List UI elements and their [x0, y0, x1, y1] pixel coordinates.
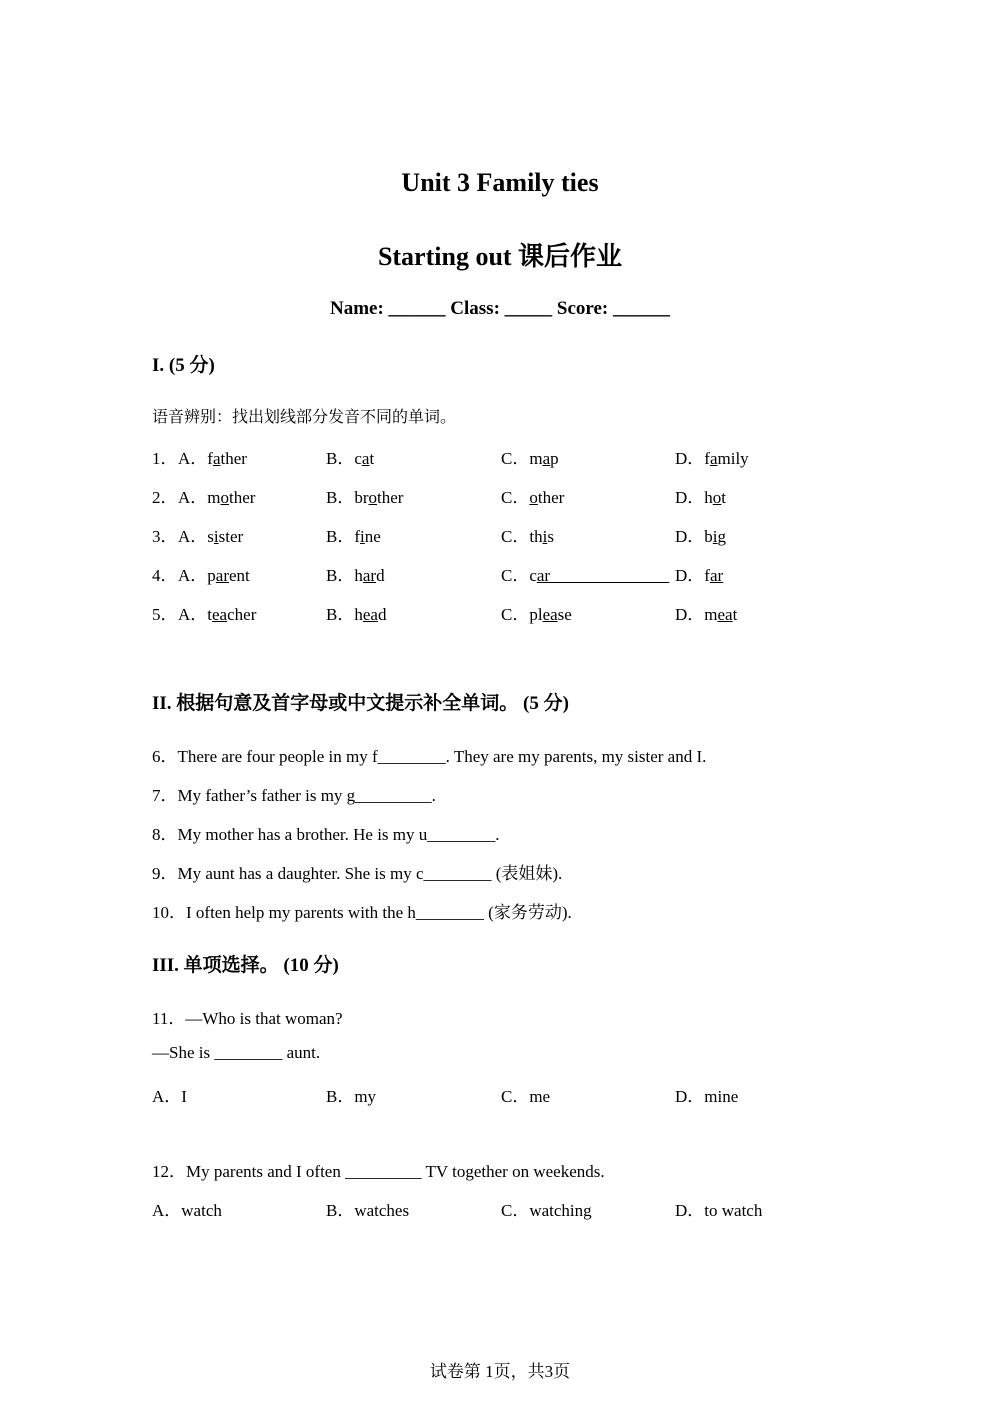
underlined-letters: i	[213, 527, 219, 546]
option-d	[675, 522, 726, 547]
word-part: pl	[529, 605, 543, 624]
underlined-letters: i	[542, 527, 548, 546]
word-part: b	[704, 527, 713, 546]
option-label: B．	[326, 449, 355, 468]
option-label: D．	[675, 488, 705, 507]
option-b	[326, 444, 374, 469]
word-part: d	[377, 605, 387, 624]
underlined-letters: i	[360, 527, 365, 546]
word-part: f	[207, 449, 213, 468]
word-part: s	[547, 527, 554, 546]
word-part: c	[529, 566, 537, 585]
word-part: mily	[717, 449, 749, 468]
underlined-letters: o	[712, 488, 722, 507]
option-label: C．	[501, 527, 530, 546]
question-11-blank-line: —She is ________ aunt.	[152, 1043, 321, 1062]
option-b	[326, 561, 385, 586]
option-label: B．	[326, 566, 355, 585]
word-part: d	[376, 566, 385, 585]
option-label: A．	[178, 449, 208, 468]
option-c	[501, 561, 669, 586]
option-b: B．watches	[326, 1201, 410, 1220]
option-b	[326, 522, 381, 547]
question-number: 2．	[152, 488, 178, 507]
phonics-question-row	[0, 561, 1000, 585]
option-c	[501, 444, 559, 469]
phonics-question-row	[0, 483, 1000, 507]
option-label: D．	[675, 527, 705, 546]
word-part: ther	[537, 488, 565, 507]
option-d: D．mine	[675, 1087, 739, 1106]
document-title: Unit 3 Family ties	[401, 168, 599, 197]
word-part: t	[369, 449, 375, 468]
underlined-letters: a	[709, 449, 718, 468]
word-part: ther	[229, 488, 256, 507]
option-a	[178, 561, 250, 586]
option-b: B．my	[326, 1087, 377, 1106]
option-label: D．	[675, 449, 705, 468]
underlined-letters: ea	[212, 605, 228, 624]
word-part: g	[717, 527, 727, 546]
word-part: t	[732, 605, 738, 624]
word-part: m	[529, 449, 543, 468]
option-a	[178, 444, 247, 469]
underlined-letters: ar	[215, 566, 229, 585]
option-label: C．	[501, 605, 530, 624]
question-12-prompt: 12．My parents and I often _________ TV together on weekends.	[152, 1162, 605, 1181]
option-a	[178, 483, 255, 508]
word-part: ther	[220, 449, 247, 468]
option-d	[675, 444, 749, 469]
name-class-score-line: Name: ______ Class: _____ Score: ______	[329, 298, 671, 319]
question-number: 3．	[152, 527, 178, 546]
option-c	[501, 522, 554, 547]
option-label: C．	[501, 566, 530, 585]
question-11-prompt: 11．—Who is that woman?	[152, 1009, 343, 1028]
word-part: cher	[227, 605, 257, 624]
option-c	[501, 600, 572, 625]
option-c	[501, 483, 564, 508]
option-label: A．	[178, 527, 208, 546]
question-number: 1．	[152, 449, 178, 468]
option-label: B．	[326, 527, 355, 546]
fill-in-question-8: 8．My mother has a brother. He is my u________.	[152, 825, 500, 844]
option-label: A．	[178, 488, 208, 507]
underlined-letters: ea	[542, 605, 558, 624]
section-1-heading: I. (5 分)	[152, 355, 215, 376]
option-a: A．watch	[152, 1201, 222, 1220]
word-part: m	[704, 605, 718, 624]
word-part: h	[354, 605, 363, 624]
option-a: A．I	[152, 1087, 187, 1106]
word-part: t	[721, 488, 727, 507]
phonics-question-row	[0, 522, 1000, 546]
section-2-heading: II. 根据句意及首字母或中文提示补全单词。 (5 分)	[152, 693, 569, 714]
section-1-instruction: 语音辨别：找出划线部分发音不同的单词。	[152, 407, 457, 426]
word-part: th	[529, 527, 543, 546]
option-a	[178, 522, 243, 547]
underlined-letters: ar	[709, 566, 724, 585]
option-d	[675, 483, 726, 508]
word-part: ster	[218, 527, 244, 546]
underlined-letters: o	[220, 488, 230, 507]
option-label: C．	[501, 488, 530, 507]
word-part: h	[704, 488, 713, 507]
option-c: C．me	[501, 1087, 551, 1106]
fill-in-question-9: 9．My aunt has a daughter. She is my c________ (表姐妹).	[152, 864, 563, 883]
word-part: ne	[364, 527, 381, 546]
option-d	[675, 561, 723, 586]
option-label: A．	[178, 605, 208, 624]
phonics-question-row	[0, 444, 1000, 468]
document-subtitle: Starting out 课后作业	[377, 242, 623, 271]
option-label: B．	[326, 488, 355, 507]
underlined-letters: a	[542, 449, 551, 468]
word-part: s	[207, 527, 214, 546]
word-part: c	[354, 449, 362, 468]
underlined-letters: o	[529, 488, 538, 507]
underlined-letters: ea	[717, 605, 733, 624]
word-part: se	[557, 605, 572, 624]
word-part: br	[354, 488, 369, 507]
page-footer: 试卷第 1页，共3页	[429, 1362, 571, 1381]
option-label: B．	[326, 605, 355, 624]
option-a	[178, 600, 256, 625]
phonics-question-row	[0, 600, 1000, 624]
option-d	[675, 600, 737, 625]
question-number: 4．	[152, 566, 178, 585]
option-c: C．watching	[501, 1201, 592, 1220]
option-b	[326, 600, 386, 625]
question-12-options	[0, 1196, 1000, 1220]
underlined-letters: ar______________	[536, 566, 670, 585]
question-11-options	[0, 1082, 1000, 1106]
word-part: ent	[229, 566, 250, 585]
word-part: f	[704, 566, 710, 585]
question-number: 5．	[152, 605, 178, 624]
option-label: D．	[675, 605, 705, 624]
section-3-heading: III. 单项选择。 (10 分)	[152, 955, 339, 976]
underlined-letters: o	[368, 488, 378, 507]
option-b	[326, 483, 403, 508]
word-part: t	[207, 605, 213, 624]
underlined-letters: i	[712, 527, 718, 546]
fill-in-question-6: 6．There are four people in my f________. They are my parents, my sister and I.	[152, 747, 707, 766]
word-part: f	[704, 449, 710, 468]
underlined-letters: ea	[362, 605, 378, 624]
word-part: p	[207, 566, 216, 585]
word-part: h	[354, 566, 363, 585]
underlined-letters: ar	[362, 566, 377, 585]
option-label: D．	[675, 566, 705, 585]
fill-in-question-7: 7．My father’s father is my g_________.	[152, 786, 436, 805]
option-d: D．to watch	[675, 1201, 763, 1220]
fill-in-question-10: 10．I often help my parents with the h________ (家务劳动).	[152, 903, 572, 922]
word-part: m	[207, 488, 221, 507]
option-label: A．	[178, 566, 208, 585]
option-label: C．	[501, 449, 530, 468]
word-part: ther	[377, 488, 404, 507]
underlined-letters: a	[361, 449, 370, 468]
underlined-letters: a	[212, 449, 221, 468]
word-part: f	[354, 527, 361, 546]
word-part: p	[550, 449, 559, 468]
